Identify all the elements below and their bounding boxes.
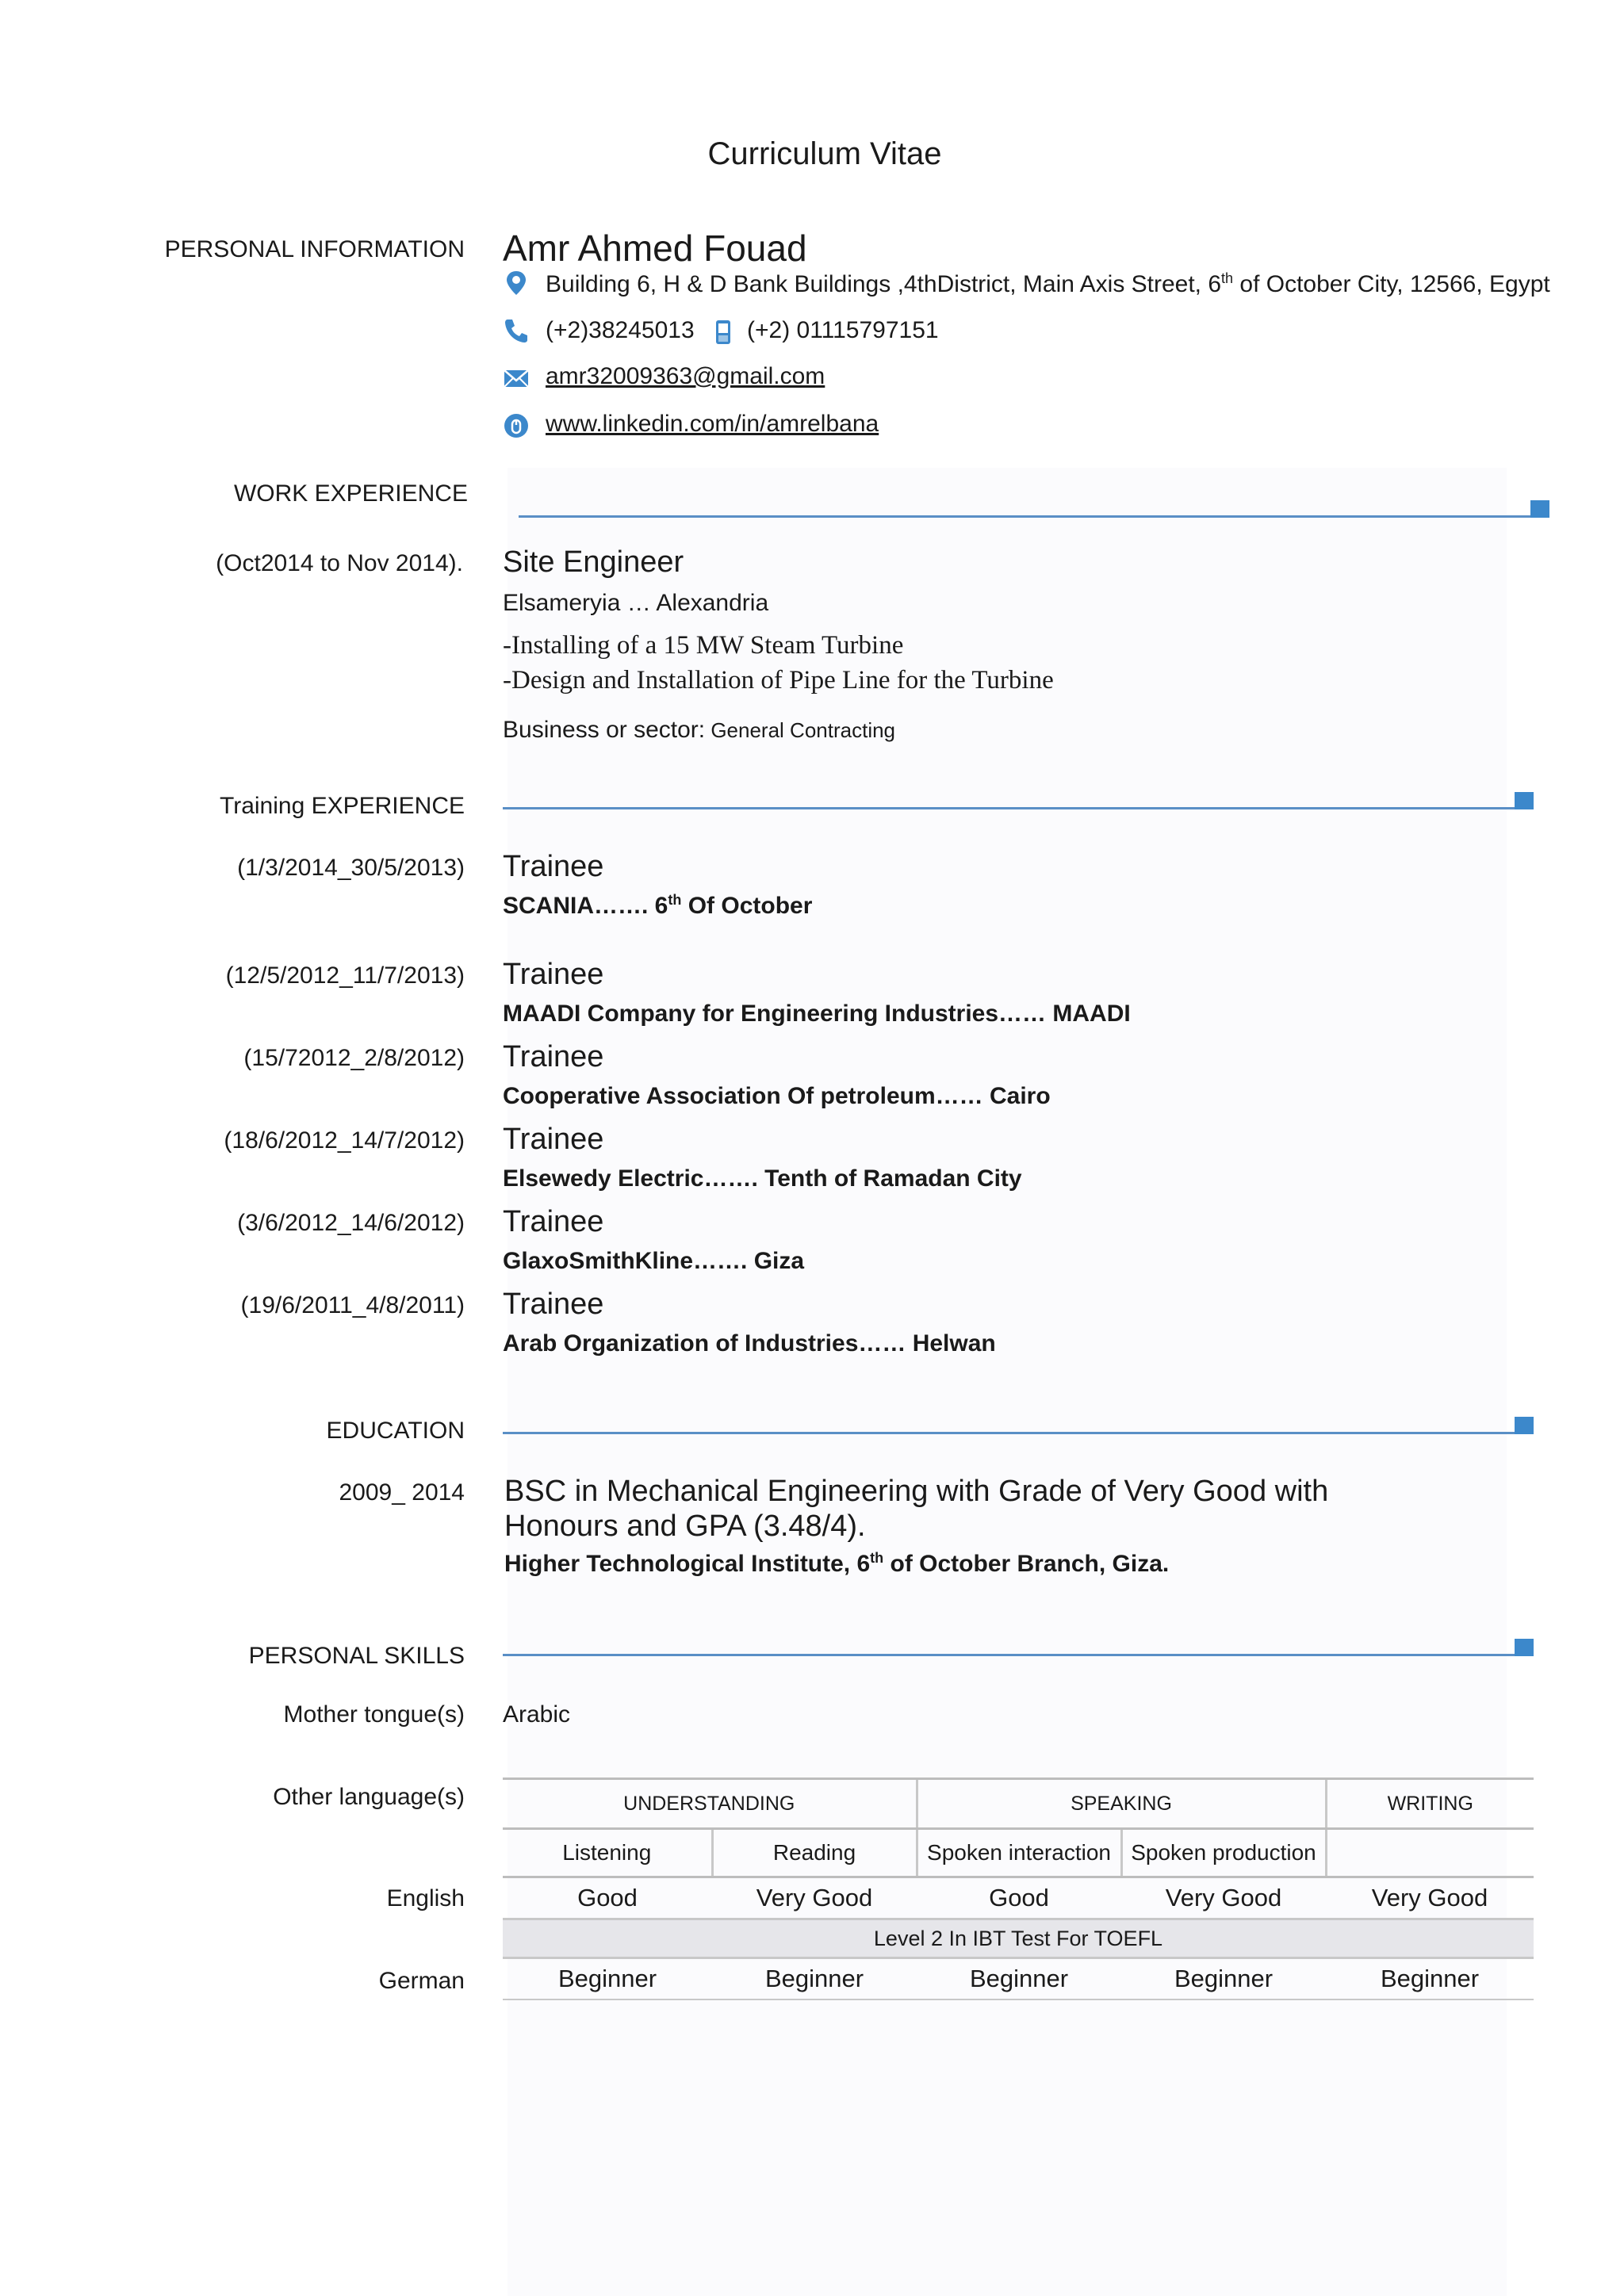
section-label-education: EDUCATION bbox=[326, 1418, 465, 1444]
section-divider bbox=[519, 515, 1530, 518]
level-cell: Very Good bbox=[1371, 1884, 1488, 1911]
subheader-writing-empty bbox=[1326, 1829, 1534, 1877]
work-task: -Design and Installation of Pipe Line for the Turbine bbox=[503, 666, 1054, 695]
mother-tongue-value: Arabic bbox=[503, 1701, 571, 1728]
training-organization: Elsewedy Electric……. Tenth of Ramadan City bbox=[503, 1165, 1022, 1192]
section-label-work-experience: WORK EXPERIENCE bbox=[233, 480, 468, 507]
education-degree: BSC in Mechanical Engineering with Grade of Very Good with bbox=[504, 1475, 1329, 1508]
education-date: 2009_ 2014 bbox=[339, 1479, 465, 1506]
email-link[interactable]: amr32009363@gmail.com bbox=[546, 363, 825, 389]
training-date: (18/6/2012_14/7/2012) bbox=[224, 1127, 465, 1154]
address: Building 6, H & D Bank Buildings ,4thDistrict, Main Axis Street, 6th of October City, 12566, Egypt bbox=[546, 270, 1550, 297]
mother-tongue-label: Mother tongue(s) bbox=[283, 1701, 465, 1728]
subheader-listening: Listening bbox=[503, 1829, 712, 1877]
subheader-spoken-interaction: Spoken interaction bbox=[917, 1829, 1121, 1877]
header-writing: WRITING bbox=[1326, 1779, 1534, 1829]
table-header-row bbox=[503, 1779, 1534, 1829]
level-cell: Good bbox=[989, 1884, 1049, 1911]
work-task: -Installing of a 15 MW Steam Turbine bbox=[503, 631, 904, 660]
level-cell: Very Good bbox=[756, 1884, 873, 1911]
header-speaking: SPEAKING bbox=[917, 1779, 1326, 1829]
section-divider-marker bbox=[1515, 1639, 1534, 1656]
work-sector: Business or sector: General Contracting bbox=[503, 717, 896, 743]
training-organization: SCANIA……. 6th Of October bbox=[503, 892, 813, 919]
training-date: (1/3/2014_30/5/2013) bbox=[237, 855, 465, 881]
level-cell: Beginner bbox=[917, 1958, 1121, 2000]
work-employer: Elsameryia … Alexandria bbox=[503, 590, 769, 616]
subheader-spoken-production: Spoken production bbox=[1121, 1829, 1326, 1877]
phone-number: (+2)38245013 bbox=[546, 317, 695, 343]
subheader-reading: Reading bbox=[712, 1829, 917, 1877]
other-languages-label: Other language(s) bbox=[273, 1784, 465, 1810]
section-divider-marker bbox=[1515, 1417, 1534, 1434]
level-cell: Beginner bbox=[1121, 1958, 1326, 2000]
level-cell: Beginner bbox=[712, 1958, 917, 2000]
location-pin-icon bbox=[503, 270, 530, 297]
level-cell: Beginner bbox=[503, 1958, 712, 2000]
table-row-german bbox=[503, 1958, 1534, 2000]
table-row-certificate bbox=[503, 1919, 1534, 1958]
section-divider-marker bbox=[1515, 792, 1534, 809]
section-label-personal-information: PERSONAL INFORMATION bbox=[164, 236, 465, 262]
training-organization: Arab Organization of Industries…… Helwan bbox=[503, 1330, 996, 1357]
level-cell: Very Good bbox=[1165, 1884, 1282, 1911]
training-title: Trainee bbox=[503, 1040, 604, 1073]
mobile-phone-icon bbox=[712, 319, 734, 346]
level-cell: Good bbox=[577, 1884, 638, 1911]
training-date: (19/6/2011_4/8/2011) bbox=[240, 1292, 465, 1318]
training-title: Trainee bbox=[503, 850, 604, 883]
work-date: (Oct2014 to Nov 2014). bbox=[216, 550, 463, 576]
certificate-note: Level 2 In IBT Test For TOEFL bbox=[503, 1919, 1534, 1958]
training-date: (15/72012_2/8/2012) bbox=[243, 1045, 465, 1071]
section-label-personal-skills: PERSONAL SKILLS bbox=[248, 1643, 465, 1669]
training-date: (12/5/2012_11/7/2013) bbox=[225, 962, 465, 989]
training-date: (3/6/2012_14/6/2012) bbox=[237, 1210, 465, 1236]
language-name: English bbox=[386, 1885, 465, 1911]
candidate-name: Amr Ahmed Fouad bbox=[503, 228, 807, 269]
education-degree-continued: Honours and GPA (3.48/4). bbox=[504, 1510, 866, 1543]
section-label-training-experience: Training EXPERIENCE bbox=[220, 793, 465, 819]
language-skills-table bbox=[503, 1777, 1534, 2000]
section-divider-marker bbox=[1530, 500, 1549, 518]
language-name: German bbox=[378, 1968, 465, 1994]
table-subheader-row bbox=[503, 1829, 1534, 1877]
training-organization: MAADI Company for Engineering Industries…… MAADI bbox=[503, 1001, 1131, 1027]
document-title: Curriculum Vitae bbox=[707, 136, 942, 171]
training-title: Trainee bbox=[503, 958, 604, 991]
section-divider bbox=[503, 807, 1515, 809]
training-title: Trainee bbox=[503, 1288, 604, 1321]
web-link-icon bbox=[503, 412, 530, 439]
training-title: Trainee bbox=[503, 1205, 604, 1238]
section-divider bbox=[503, 1432, 1515, 1434]
phone-icon bbox=[503, 317, 530, 344]
work-job-title: Site Engineer bbox=[503, 545, 684, 579]
mobile-number: (+2) 01115797151 bbox=[747, 317, 939, 343]
education-institution: Higher Technological Institute, 6th of October Branch, Giza. bbox=[504, 1550, 1170, 1577]
training-title: Trainee bbox=[503, 1123, 604, 1156]
table-row-english bbox=[503, 1877, 1534, 1919]
training-organization: Cooperative Association Of petroleum…… Cairo bbox=[503, 1083, 1051, 1109]
header-understanding: UNDERSTANDING bbox=[503, 1779, 917, 1829]
training-organization: GlaxoSmithKline……. Giza bbox=[503, 1248, 805, 1274]
email-icon bbox=[503, 365, 530, 392]
level-cell: Beginner bbox=[1326, 1958, 1534, 2000]
section-divider bbox=[503, 1654, 1515, 1656]
website-link[interactable]: www.linkedin.com/in/amrelbana bbox=[546, 411, 879, 437]
